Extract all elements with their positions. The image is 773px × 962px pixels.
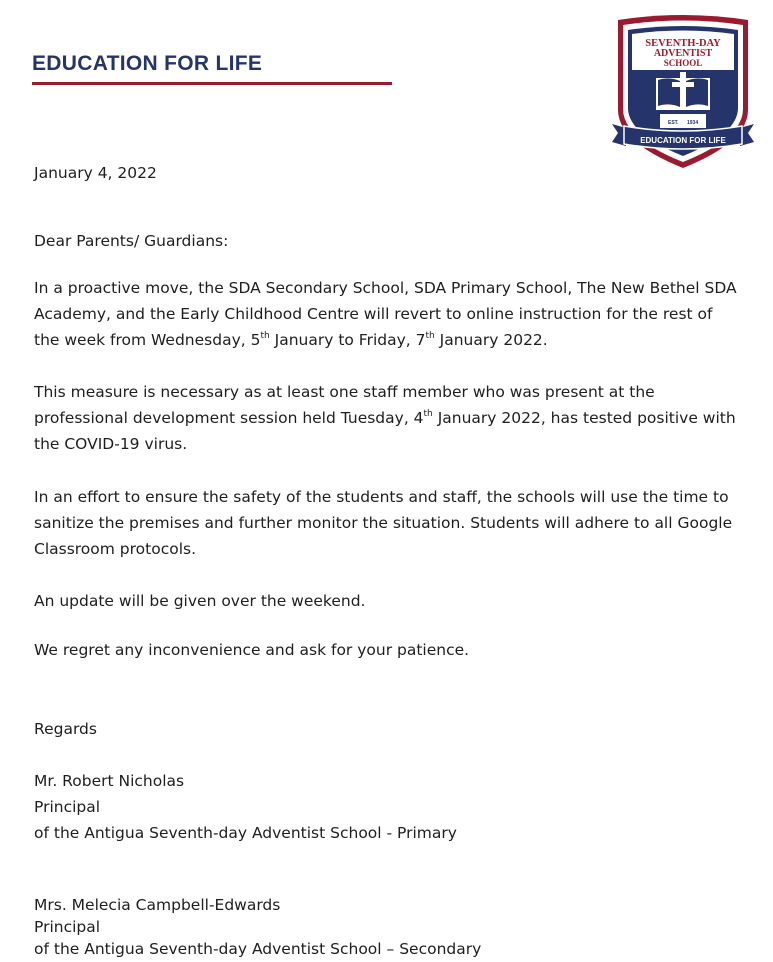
signer-1-org: of the Antigua Seventh-day Adventist School - Primary — [34, 824, 457, 842]
crest-text-2: ADVENTIST — [653, 48, 713, 59]
letter-date: January 4, 2022 — [34, 164, 157, 182]
signer-1-title: Principal — [34, 798, 101, 816]
signer-2-title: Principal — [34, 918, 101, 936]
paragraph-3: In an effort to ensure the safety of the students and staff, the schools will use the time to sanitize the premises and further monitor the situation. Students will adhere to all Google Classroom protocols. — [34, 488, 733, 558]
header-rule — [32, 82, 392, 85]
header-slogan: EDUCATION FOR LIFE — [32, 52, 263, 75]
letter-closing: Regards — [34, 720, 97, 738]
paragraph-2: This measure is necessary as at least one staff member who was present at the professional development session held Tuesday, 4th January 2022, has tested positive with the COVID-19 virus. — [34, 383, 736, 453]
signer-2-org: of the Antigua Seventh-day Adventist School – Secondary — [34, 940, 482, 958]
crest-text-3: SCHOOL — [663, 58, 703, 68]
signer-2-name: Mrs. Melecia Campbell-Edwards — [34, 896, 281, 914]
crest-banner: EDUCATION FOR LIFE — [640, 136, 726, 145]
crest-est: EST. — [668, 120, 679, 126]
paragraph-1: In a proactive move, the SDA Secondary School, SDA Primary School, The New Bethel SDA Academy, and the Early Childhood Centre will revert to online instruction for the rest of the week from Wednesday, 5th January to Friday, 7th January 2022. — [34, 279, 737, 349]
crest-year: 1934 — [687, 120, 699, 126]
signer-1-name: Mr. Robert Nicholas — [34, 772, 185, 790]
paragraph-4: An update will be given over the weekend. — [34, 592, 366, 610]
crest-text-1: SEVENTH-DAY — [645, 38, 721, 49]
school-crest-logo — [612, 12, 754, 172]
letter-salutation: Dear Parents/ Guardians: — [34, 232, 229, 250]
paragraph-5: We regret any inconvenience and ask for your patience. — [34, 641, 470, 659]
